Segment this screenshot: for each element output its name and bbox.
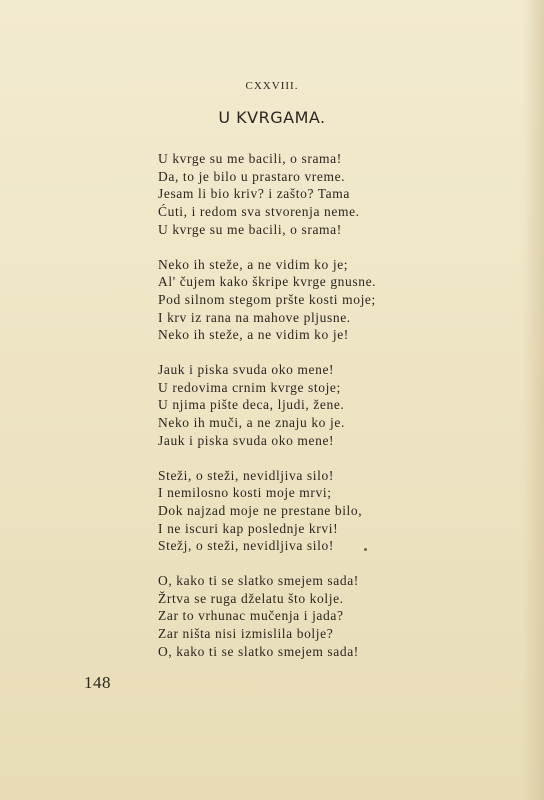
stanza	[158, 572, 408, 661]
stanza	[158, 150, 408, 239]
poem-line: Dok najzad moje ne prestane bilo,	[158, 502, 363, 518]
poem-line: I nemilosno kosti moje mrvi;	[158, 485, 332, 501]
poem-line: I ne iscuri kap poslednje krvi!	[158, 520, 339, 536]
poem-line: Steži, o steži, nevidljiva silo!	[158, 467, 334, 483]
page-number: 148	[84, 673, 111, 692]
poem-line: Zar ništa nisi izmislila bolje?	[158, 626, 334, 642]
poem-line: Neko ih muči, a ne znaju ko je.	[158, 415, 345, 431]
poem-line: Al' čujem kako škripe kvrge gnusne.	[158, 274, 377, 290]
poem-line: O, kako ti se slatko smejem sada!	[158, 643, 359, 659]
poem-line: Da, to je bilo u prastaro vreme.	[158, 168, 346, 184]
poem-line: Neko ih steže, a ne vidim ko je!	[158, 327, 349, 343]
poem-line: I krv iz rana na mahove pljusne.	[158, 309, 351, 325]
poem-line: Jauk i piska svuda oko mene!	[158, 362, 335, 378]
poem-line: O, kako ti se slatko smejem sada!	[158, 573, 359, 589]
poem-line: Jesam li bio kriv? i zašto? Tama	[158, 186, 350, 202]
poem-line: U redovima crnim kvrge stoje;	[158, 379, 341, 395]
poem-line: Stežj, o steži, nevidljiva silo!	[158, 538, 334, 554]
poem-line: Jauk i piska svuda oko mene!	[158, 432, 335, 448]
poem-title: U KVRGAMA.	[218, 108, 326, 127]
stanza	[158, 256, 408, 345]
poem-body	[158, 150, 408, 678]
poem-line: U njima pište deca, ljudi, žene.	[158, 397, 345, 413]
stanza	[158, 361, 408, 450]
stanza	[158, 467, 408, 556]
poem-line: Zar to vrhunac mučenja i jada?	[158, 608, 344, 624]
poem-line: U kvrge su me bacili, o srama!	[158, 221, 342, 237]
poem-line: Žrtva se ruga dželatu što kolje.	[158, 590, 344, 606]
ink-speck	[364, 548, 367, 551]
poem-line: U kvrge su me bacili, o srama!	[158, 151, 342, 166]
chapter-numeral: CXXVIII.	[245, 80, 299, 92]
poem-line: Pod silnom stegom pršte kosti moje;	[158, 291, 376, 307]
poem-line: Ćuti, i redom sva stvorenja neme.	[158, 204, 360, 220]
poem-line: Neko ih steže, a ne vidim ko je;	[158, 256, 349, 272]
